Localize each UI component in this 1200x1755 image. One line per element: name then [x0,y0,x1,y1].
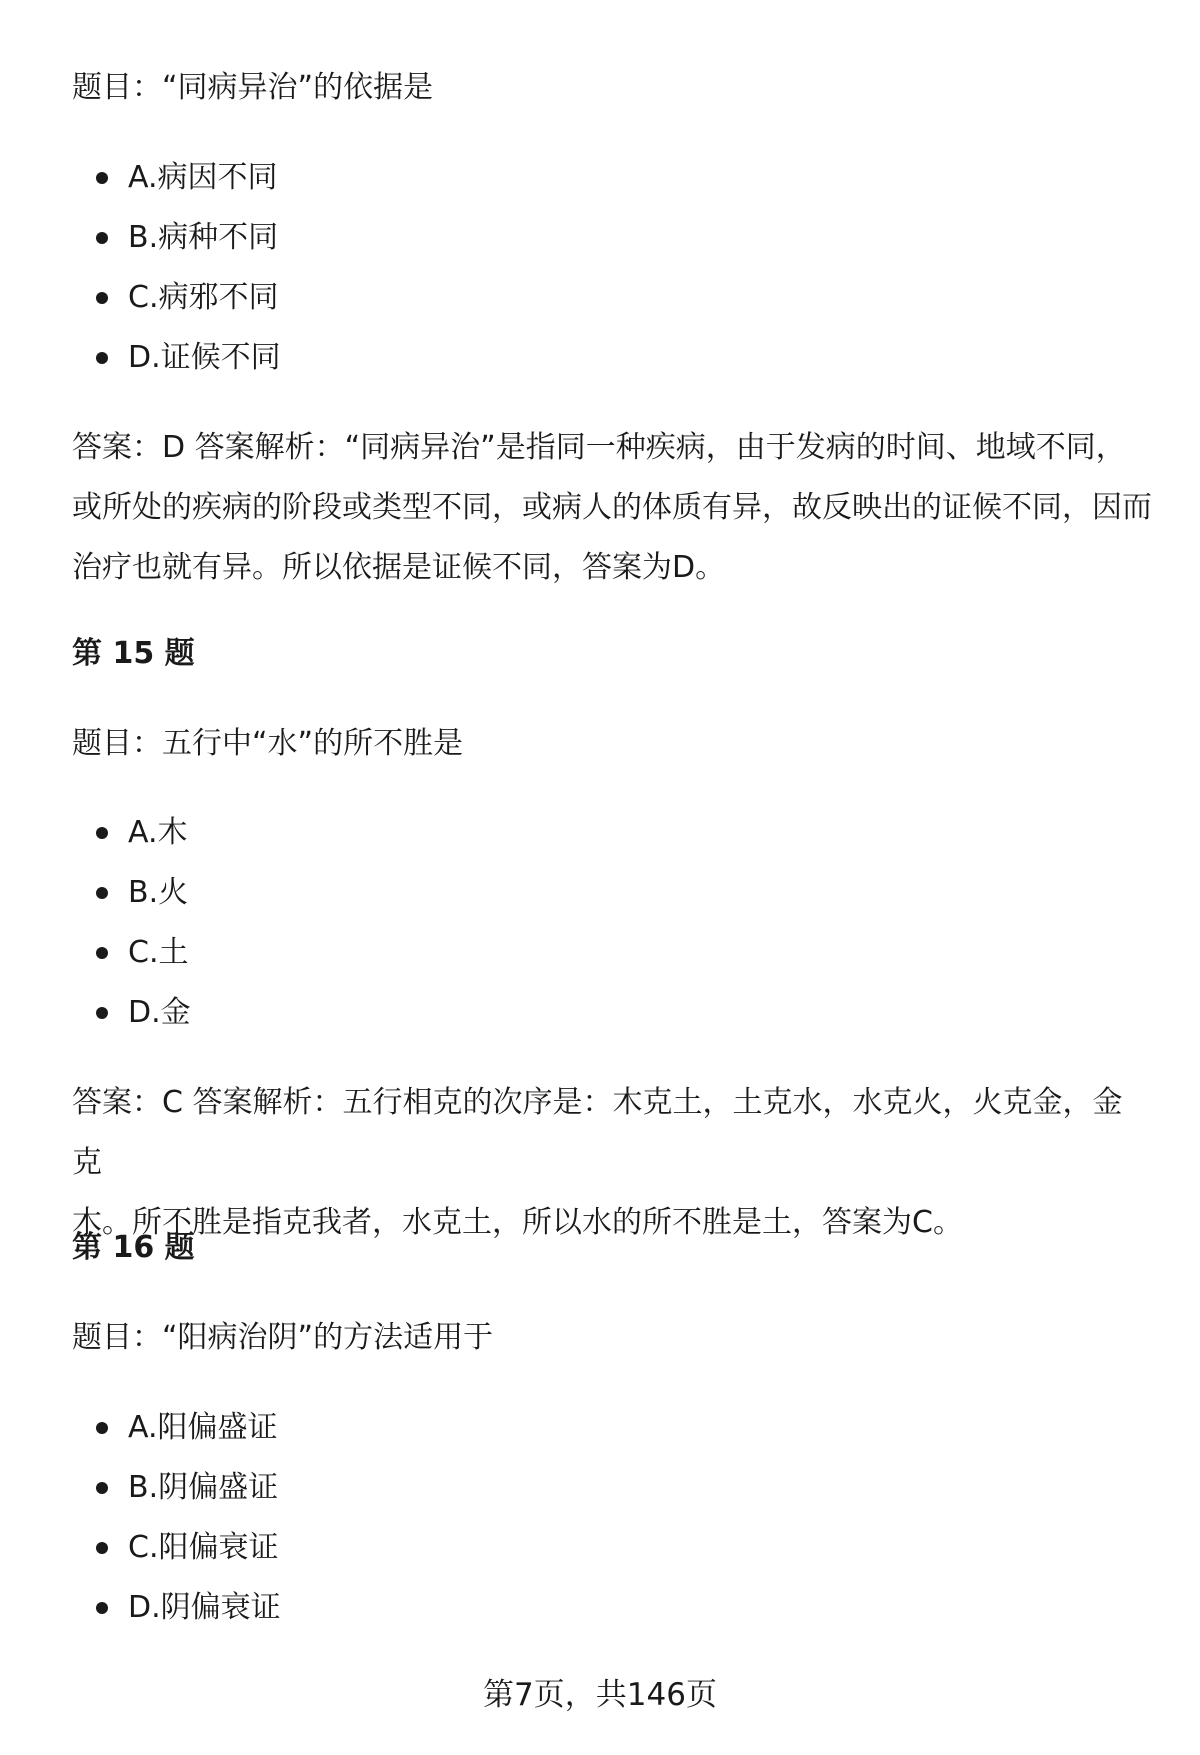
option-b [72,208,281,268]
option-label: B.病种不同 [128,220,279,255]
option-label: B.火 [128,875,189,910]
question-15-text: 题目：五行中“水”的所不胜是 [72,726,464,761]
option-d [72,328,281,388]
bullet-icon [96,1602,108,1614]
bullet-icon [96,887,108,899]
option-c [72,268,281,328]
option-c [72,1518,281,1578]
option-label: D.金 [128,995,191,1030]
bullet-icon [96,827,108,839]
option-a [72,1398,281,1458]
bullet-icon [96,947,108,959]
option-d [72,983,191,1043]
answer-line: 木。所不胜是指克我者，水克土，所以水的所不胜是土，答案为C。 [72,1205,963,1240]
bullet-icon [96,232,108,244]
question-15-answer [72,1073,1152,1253]
question-16-options [72,1398,281,1638]
question-14-text: 题目：“同病异治”的依据是 [72,70,434,105]
option-b [72,1458,281,1518]
question-15-options [72,803,191,1043]
option-label: C.阳偏衰证 [128,1530,279,1565]
answer-line: 治疗也就有异。所以依据是证候不同，答案为D。 [72,550,726,585]
answer-line: 答案：D 答案解析：“同病异治”是指同一种疾病，由于发病的时间、地域不同， [72,430,1126,465]
bullet-icon [96,352,108,364]
option-label: D.证候不同 [128,340,281,375]
option-label: C.病邪不同 [128,280,279,315]
option-label: A.阳偏盛证 [128,1410,278,1445]
page-number: 第7页，共146页 [483,1677,717,1713]
question-14-answer [72,418,1152,598]
answer-line: 答案：C 答案解析：五行相克的次序是：木克土，土克水，水克火，火克金，金克 [72,1085,1123,1180]
bullet-icon [96,172,108,184]
option-c [72,923,191,983]
option-d [72,1578,281,1638]
question-16-heading: 第 16 题 [72,1230,195,1265]
option-b [72,863,191,923]
option-label: A.病因不同 [128,160,278,195]
option-label: B.阴偏盛证 [128,1470,279,1505]
option-a [72,803,191,863]
bullet-icon [96,1007,108,1019]
question-14-options [72,148,281,388]
bullet-icon [96,292,108,304]
option-label: C.土 [128,935,189,970]
answer-line: 或所处的疾病的阶段或类型不同，或病人的体质有异，故反映出的证候不同，因而 [72,490,1152,525]
bullet-icon [96,1422,108,1434]
option-label: A.木 [128,815,188,850]
question-15-heading: 第 15 题 [72,636,195,671]
question-16-text: 题目：“阳病治阴”的方法适用于 [72,1320,494,1355]
option-a [72,148,281,208]
bullet-icon [96,1482,108,1494]
bullet-icon [96,1542,108,1554]
option-label: D.阴偏衰证 [128,1590,281,1625]
